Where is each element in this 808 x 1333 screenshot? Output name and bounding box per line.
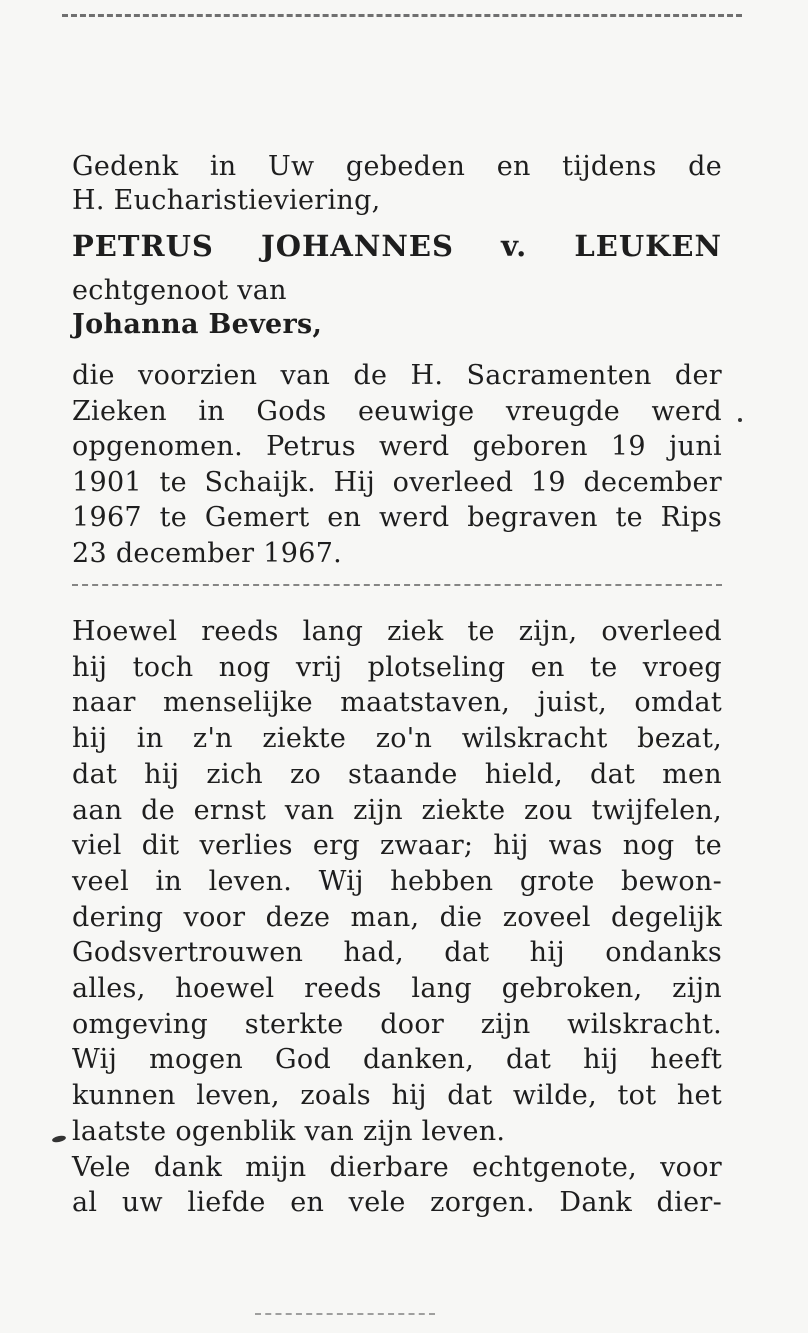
deceased-name: PETRUS JOHANNES v. LEUKEN (72, 229, 722, 263)
bottom-decorative-rule (255, 1313, 435, 1315)
tribute-line: kunnen leven, zoals hij dat wilde, tot het (72, 1080, 722, 1112)
tribute-line: dat hij zich zo staande hield, dat men (72, 758, 722, 790)
tribute-line: laatste ogenblik van zijn leven. (72, 1115, 506, 1147)
details-block (72, 358, 722, 571)
intro-line-1: Gedenk in Uw gebeden en tijdens de (72, 151, 722, 182)
details-line: die voorzien van de H. Sacramenten der (72, 360, 722, 391)
tribute-line: aan de ernst van zijn ziekte zou twijfelen, (72, 794, 722, 826)
tribute-line: hij toch nog vrij plotseling en te vroeg (72, 651, 722, 683)
tribute-line: viel dit verlies erg zwaar; hij was nog te (72, 830, 722, 862)
ink-speck (738, 418, 742, 422)
tribute-line: Hoewel reeds lang ziek te zijn, overleed (72, 616, 722, 647)
section-divider (72, 584, 722, 586)
deceased-name-block (72, 228, 722, 264)
intro-line-2: H. Eucharistieviering, (72, 185, 381, 216)
spouse-block (72, 274, 722, 342)
tribute-block (72, 614, 722, 1221)
tribute-line: Godsvertrouwen had, dat hij ondanks (72, 937, 722, 969)
details-line: opgenomen. Petrus werd geboren 19 juni (72, 431, 722, 462)
ink-mark (52, 1135, 67, 1144)
intro-block (72, 150, 722, 218)
details-line: 23 december 1967. (72, 537, 343, 569)
tribute-line: Wij mogen God danken, dat hij heeft (72, 1044, 722, 1076)
tribute-line: hij in z'n ziekte zo'n wilskracht bezat, (72, 723, 722, 755)
top-decorative-rule (62, 14, 742, 25)
tribute-line: alles, hoewel reeds lang gebroken, zijn (72, 973, 722, 1005)
tribute-line: naar menselijke maatstaven, juist, omdat (72, 687, 722, 719)
tribute-line: al uw liefde en vele zorgen. Dank dier- (72, 1187, 722, 1219)
tribute-line: dering voor deze man, die zoveel degelijk (72, 901, 722, 933)
spouse-name: Johanna Bevers, (72, 309, 323, 340)
details-line: 1901 te Schaijk. Hij overleed 19 december (72, 466, 722, 498)
tribute-line: omgeving sterkte door zijn wilskracht. (72, 1008, 722, 1040)
spouse-intro: echtgenoot van (72, 275, 287, 306)
details-line: Zieken in Gods eeuwige vreugde werd (72, 395, 722, 427)
tribute-line: veel in leven. Wij hebben grote bewon- (72, 865, 722, 897)
details-line: 1967 te Gemert en werd begraven te Rips (72, 502, 722, 533)
tribute-line: Vele dank mijn dierbare echtgenote, voor (72, 1151, 722, 1183)
